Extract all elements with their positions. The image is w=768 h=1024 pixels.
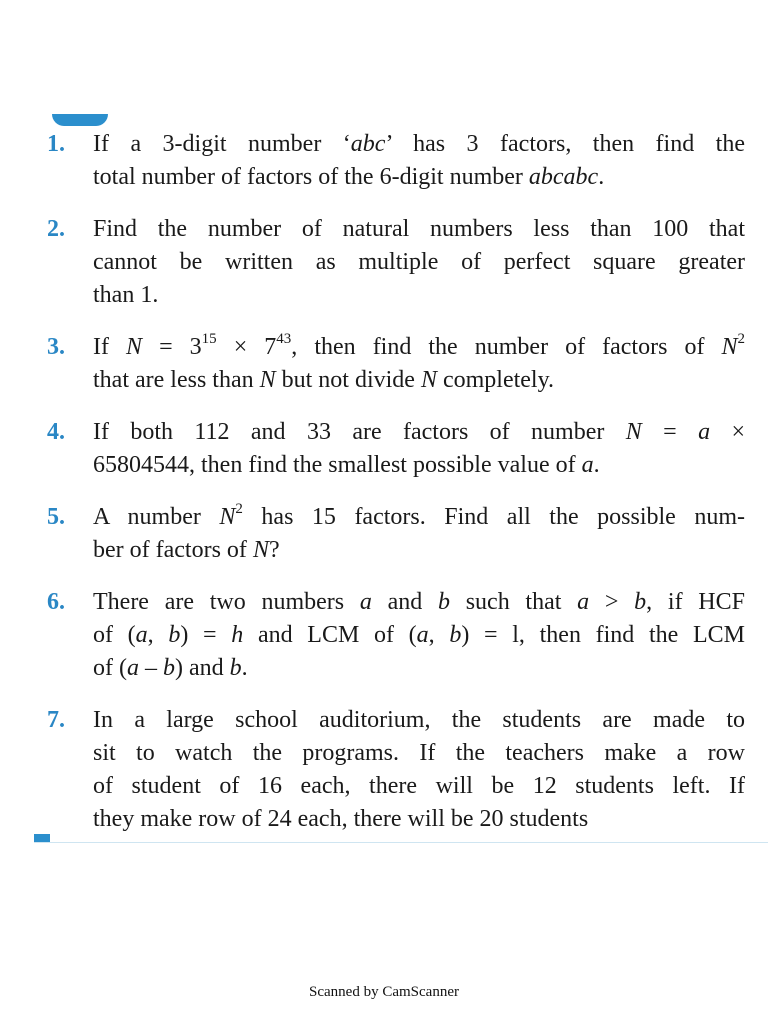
math-variable: N (252, 537, 269, 563)
question-text (93, 416, 745, 482)
question-line: of student of 16 each, there will be 12 students left. If (93, 773, 745, 799)
math-variable: abcabc (528, 164, 599, 190)
bottom-rule (34, 842, 768, 843)
exponent: 43 (276, 331, 292, 347)
math-variable: N (420, 367, 437, 393)
question-line: If both 112 and 33 are factors of number N = a × (93, 419, 745, 445)
question-number: 4. (47, 419, 65, 445)
exponent: 2 (235, 501, 243, 517)
math-variable: a (577, 589, 590, 615)
question-line: than 1. (93, 282, 159, 308)
math-variable: b (229, 655, 242, 681)
question-list (0, 128, 768, 855)
question-text (93, 704, 745, 836)
math-variable: N (721, 334, 738, 360)
math-variable: N (625, 419, 642, 445)
question-item (0, 704, 768, 836)
math-variable: abc (350, 131, 386, 157)
question-text (93, 501, 745, 567)
math-variable: b (634, 589, 647, 615)
question-text (93, 586, 745, 685)
question-line: they make row of 24 each, there will be 20 students (93, 806, 589, 832)
math-variable: a (698, 419, 711, 445)
math-variable: N (219, 504, 236, 530)
question-number: 3. (47, 334, 65, 360)
math-variable: a (359, 589, 372, 615)
question-item (0, 501, 768, 567)
math-variable: b (162, 655, 175, 681)
question-line: There are two numbers a and b such that a > b, if HCF (93, 589, 745, 615)
math-variable: a (126, 655, 139, 681)
math-variable: b (449, 622, 462, 648)
question-number: 2. (47, 216, 65, 242)
math-variable: h (231, 622, 244, 648)
question-line: cannot be written as multiple of perfect square greater (93, 249, 745, 275)
question-item (0, 416, 768, 482)
question-item (0, 331, 768, 397)
question-line: total number of factors of the 6-digit number abcabc. (93, 164, 605, 190)
question-number: 6. (47, 589, 65, 615)
question-number: 5. (47, 504, 65, 530)
exponent: 15 (201, 331, 217, 347)
question-text (93, 331, 745, 397)
question-text (93, 213, 745, 312)
question-line: sit to watch the programs. If the teachers make a row (93, 740, 745, 766)
question-number: 1. (47, 131, 65, 157)
math-variable: a (416, 622, 429, 648)
question-number: 7. (47, 707, 65, 733)
question-item (0, 128, 768, 194)
scanner-credit: Scanned by CamScanner (309, 984, 459, 1000)
question-line: that are less than N but not divide N completely. (93, 367, 555, 393)
question-text (93, 128, 745, 194)
question-item (0, 586, 768, 685)
question-line: 65804544, then find the smallest possible value of a. (93, 452, 600, 478)
exponent: 2 (737, 331, 746, 347)
math-variable: b (168, 622, 181, 648)
question-line: A number $N^2$ has 15 factors. Find all the possible num- (93, 501, 745, 530)
question-line: In a large school auditorium, the students are made to (93, 707, 745, 733)
top-accent-bar (52, 114, 108, 126)
math-variable: N (126, 334, 143, 360)
question-line: Find the number of natural numbers less than 100 that (93, 216, 745, 242)
math-variable: b (437, 589, 450, 615)
question-line: If a 3-digit number ‘abc’ has 3 factors, then find the (93, 131, 745, 157)
question-line: of (a, b) = h and LCM of (a, b) = l, then find the LCM (93, 622, 745, 648)
question-line: If $N = 3^{15} \times 7^{43}$, then find the number of factors of $N^2$ (93, 331, 746, 360)
question-item (0, 213, 768, 312)
bottom-accent-mark (34, 834, 50, 842)
math-variable: a (135, 622, 148, 648)
math-variable: a (581, 452, 594, 478)
math-variable: N (259, 367, 276, 393)
question-line: ber of factors of N? (93, 537, 280, 563)
question-line: of (a – b) and b. (93, 655, 248, 681)
